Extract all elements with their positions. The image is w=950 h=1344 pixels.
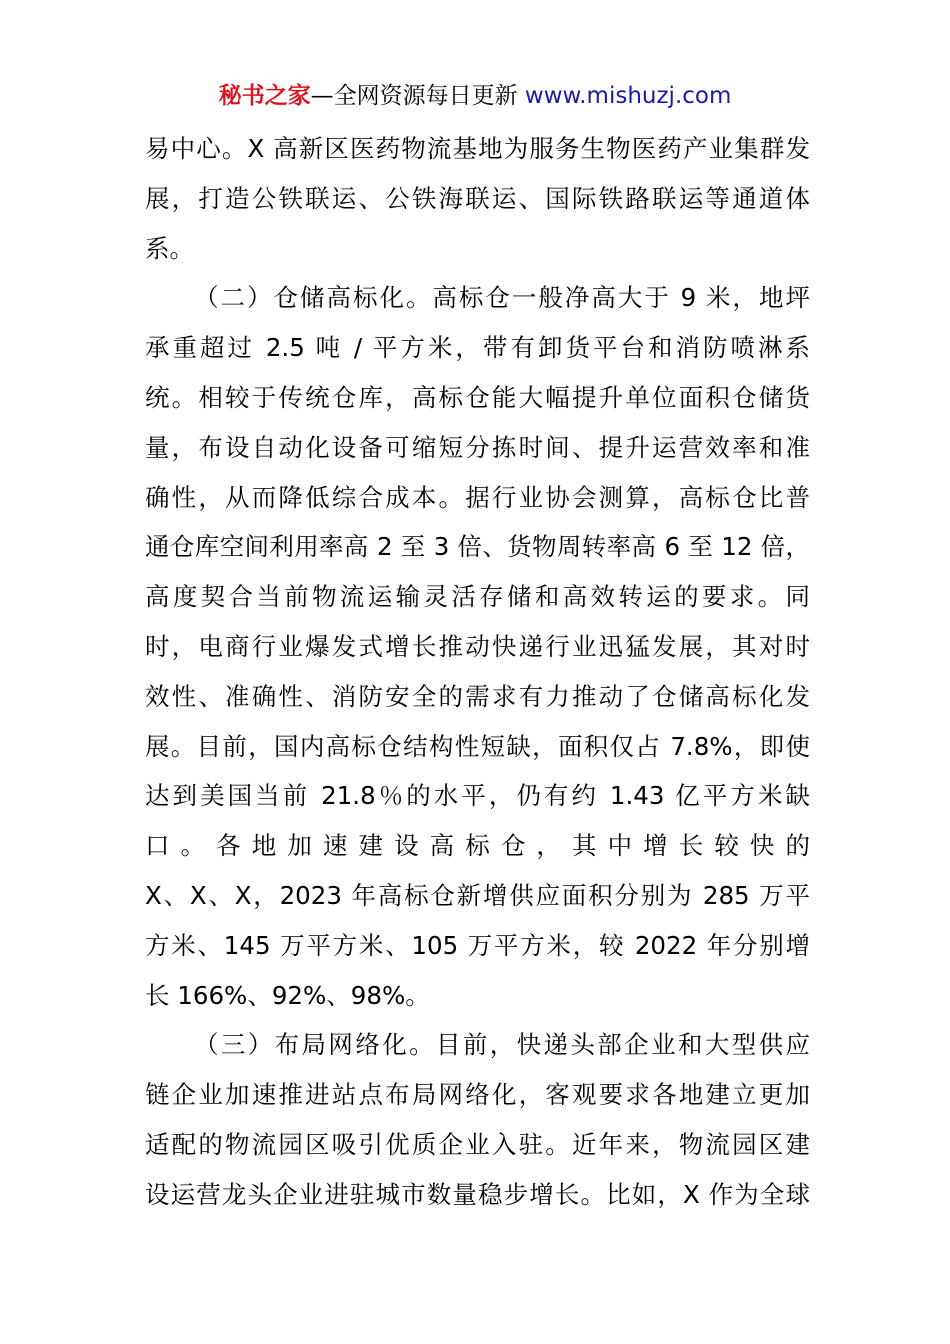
text-line: 链企业加速推进站点布局网络化，客观要求各地建立更加 bbox=[145, 1080, 810, 1110]
text-line: 设运营龙头企业进驻城市数量稳步增长。比如，X 作为全球 bbox=[145, 1179, 810, 1209]
text-line: 统。相较于传统仓库，高标仓能大幅提升单位面积仓储货 bbox=[145, 382, 810, 412]
text-line: 展。目前，国内高标仓结构性短缺，面积仅占 7.8%，即使 bbox=[145, 731, 810, 761]
document-body bbox=[145, 124, 810, 1220]
text-line: 效性、准确性、消防安全的需求有力推动了仓储高标化发 bbox=[145, 681, 810, 711]
text-line: 方米、145 万平方米、105 万平方米，较 2022 年分别增 bbox=[145, 930, 810, 960]
text-line: 确性，从而降低综合成本。据行业协会测算，高标仓比普 bbox=[145, 482, 810, 512]
text-line: 适配的物流园区吸引优质企业入驻。近年来，物流园区建 bbox=[145, 1129, 810, 1159]
text-line: 展，打造公铁联运、公铁海联运、国际铁路联运等通道体 bbox=[145, 183, 810, 213]
header-slogan: —全网资源每日更新 bbox=[310, 83, 525, 109]
section-heading-line: （二）仓储高标化。高标仓一般净高大于 9 米，地坪 bbox=[194, 283, 810, 313]
text-line: 承重超过 2.5 吨 / 平方米，带有卸货平台和消防喷淋系 bbox=[145, 333, 810, 363]
text-line: 达到美国当前 21.8％的水平，仍有约 1.43 亿平方米缺 bbox=[145, 781, 810, 811]
text-line: 高度契合当前物流运输灵活存储和高效转运的要求。同 bbox=[145, 582, 810, 612]
section-heading-line: （三）布局网络化。目前，快递头部企业和大型供应 bbox=[194, 1030, 810, 1060]
page-header bbox=[0, 80, 950, 112]
text-line: 通仓库空间利用率高 2 至 3 倍、货物周转率高 6 至 12 倍， bbox=[145, 532, 810, 562]
text-line: X、X、X，2023 年高标仓新增供应面积分别为 285 万平 bbox=[145, 880, 810, 910]
site-url-link[interactable]: www.mishuzj.com bbox=[524, 83, 732, 109]
text-line: 易中心。X 高新区医药物流基地为服务生物医药产业集群发 bbox=[145, 134, 810, 163]
text-line: 长 166%、92%、98%。 bbox=[145, 980, 430, 1010]
brand-name: 秘书之家 bbox=[218, 83, 311, 109]
text-line: 口。各地加速建设高标仓，其中增长较快的 bbox=[145, 831, 810, 861]
text-line: 时，电商行业爆发式增长推动快递行业迅猛发展，其对时 bbox=[145, 631, 810, 661]
text-line: 量，布设自动化设备可缩短分拣时间、提升运营效率和准 bbox=[145, 432, 810, 462]
text-line: 系。 bbox=[145, 233, 194, 263]
